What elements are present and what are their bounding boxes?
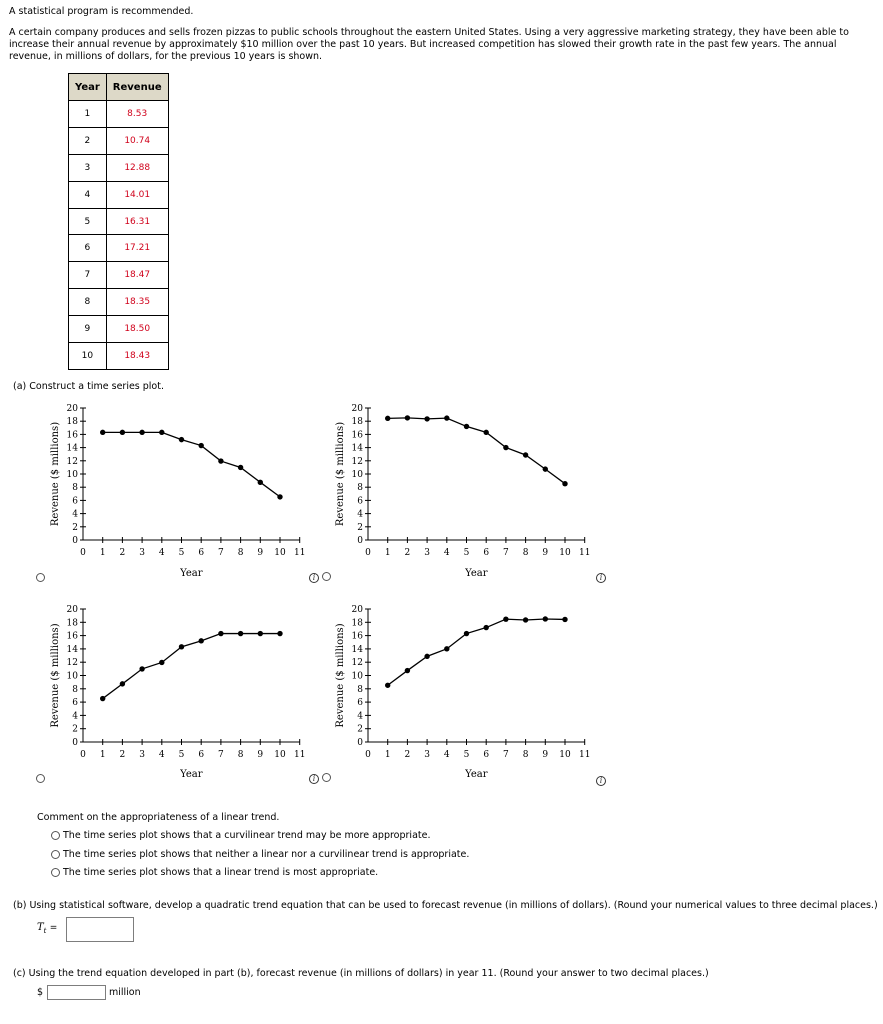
data-point	[385, 683, 390, 688]
x-tick-label: 1	[384, 548, 391, 558]
x-tick-label: 8	[522, 548, 529, 558]
currency-symbol: $	[37, 987, 44, 998]
x-tick-label: 0	[365, 750, 371, 760]
x-tick-label: 4	[443, 548, 450, 558]
x-tick-label: 3	[424, 548, 430, 558]
x-tick-label: 5	[463, 548, 470, 558]
y-tick-label: 10	[66, 671, 78, 682]
y-tick-label: 2	[72, 522, 78, 533]
x-tick-label: 3	[424, 750, 430, 760]
x-tick-label: 2	[404, 548, 411, 558]
y-tick-label: 6	[72, 496, 78, 507]
data-point	[562, 617, 567, 622]
data-point	[523, 617, 528, 622]
part-c-prompt: (c) Using the trend equation developed in part (b), forecast revenue (in millions of dollars) in year 11. (Round your answer to two decimal places.)	[13, 968, 709, 979]
y-tick-label: 18	[66, 417, 78, 428]
y-tick-label: 20	[351, 605, 363, 615]
y-tick-label: 2	[357, 724, 363, 735]
x-tick-label: 1	[99, 750, 106, 760]
comment-prompt: Comment on the appropriateness of a linear trend.	[37, 812, 280, 823]
comment-option-2-radio[interactable]	[51, 850, 60, 859]
x-tick-label: 7	[503, 750, 509, 760]
x-tick-label: 10	[559, 548, 571, 558]
year-cell: 7	[69, 262, 107, 289]
x-tick-label: 6	[198, 750, 205, 760]
x-tick-label: 2	[119, 750, 126, 760]
x-tick-label: 4	[443, 750, 450, 760]
y-tick-label: 6	[72, 698, 78, 709]
data-point	[503, 616, 508, 621]
x-tick-label: 6	[483, 548, 490, 558]
y-tick-label: 6	[357, 496, 363, 507]
y-tick-label: 8	[357, 684, 363, 695]
x-tick-label: 5	[178, 548, 185, 558]
y-tick-label: 4	[72, 509, 78, 520]
x-tick-label: 8	[237, 750, 244, 760]
x-tick-label: 7	[218, 750, 224, 760]
revenue-cell: 8.53	[106, 101, 168, 128]
y-tick-label: 18	[351, 417, 363, 428]
x-tick-label: 3	[139, 548, 145, 558]
revenue-cell: 18.35	[106, 289, 168, 316]
year-cell: 9	[69, 316, 107, 343]
y-tick-label: 8	[72, 684, 78, 695]
x-tick-label: 4	[158, 548, 165, 558]
x-tick-label: 11	[578, 750, 591, 760]
x-tick-label: 11	[293, 548, 306, 558]
y-tick-label: 12	[66, 456, 78, 467]
info-icon[interactable]: i	[309, 573, 319, 583]
part-a-prompt: (a) Construct a time series plot.	[13, 381, 164, 392]
x-axis-label: Year	[180, 568, 203, 579]
year-cell: 4	[69, 181, 107, 208]
y-axis-label: Revenue ($ millions)	[50, 421, 61, 527]
y-tick-label: 20	[66, 404, 78, 414]
y-tick-label: 10	[351, 671, 363, 682]
quadratic-equation-input[interactable]	[66, 917, 134, 942]
y-tick-label: 14	[351, 644, 363, 655]
y-tick-label: 12	[351, 456, 363, 467]
intro-text: A statistical program is recommended.	[9, 6, 194, 17]
x-axis-label: Year	[465, 568, 488, 579]
revenue-cell: 16.31	[106, 208, 168, 235]
x-tick-label: 0	[80, 548, 86, 558]
x-tick-label: 6	[483, 750, 490, 760]
y-tick-label: 2	[357, 522, 363, 533]
y-axis-label: Revenue ($ millions)	[335, 623, 346, 728]
y-tick-label: 12	[66, 658, 78, 669]
comment-option-2-label[interactable]: The time series plot shows that neither a linear nor a curvilinear trend is appropriate.	[63, 849, 470, 860]
x-tick-label: 11	[578, 548, 591, 558]
comment-option-3-label[interactable]: The time series plot shows that a linear trend is most appropriate.	[63, 867, 379, 878]
problem-text: A certain company produces and sells frozen pizzas to public schools throughout the eastern United States. Using a very aggressive marketing strategy, they have been able to increase their annual revenue by approximately $10 million over the past 10 years. But increased competition has slowed their growth rate in the past few years. The annual revenue, in millions of dollars, for the previous 10 years is shown.	[9, 27, 849, 62]
comment-option-3-radio[interactable]	[51, 868, 60, 877]
x-tick-label: 5	[463, 750, 470, 760]
revenue-cell: 10.74	[106, 127, 168, 154]
y-tick-label: 0	[72, 738, 78, 748]
year-cell: 10	[69, 343, 107, 370]
x-tick-label: 7	[218, 548, 224, 558]
forecast-input[interactable]	[47, 985, 106, 1000]
x-tick-label: 7	[503, 548, 509, 558]
y-tick-label: 10	[66, 470, 78, 480]
x-tick-label: 11	[293, 750, 306, 760]
y-tick-label: 14	[66, 644, 78, 655]
y-tick-label: 18	[66, 618, 78, 629]
y-tick-label: 14	[66, 443, 78, 454]
y-axis-label: Revenue ($ millions)	[335, 421, 346, 527]
y-tick-label: 16	[66, 430, 78, 441]
y-tick-label: 16	[351, 430, 363, 441]
revenue-cell: 18.47	[106, 262, 168, 289]
series-line	[388, 619, 565, 685]
info-icon[interactable]: i	[309, 774, 319, 784]
table-header-revenue: Revenue	[106, 74, 168, 101]
comment-option-1-label[interactable]: The time series plot shows that a curvilinear trend may be more appropriate.	[63, 830, 431, 841]
x-tick-label: 8	[522, 750, 529, 760]
y-tick-label: 0	[72, 536, 78, 546]
y-tick-label: 0	[357, 738, 363, 748]
y-tick-label: 14	[351, 443, 363, 454]
x-tick-label: 3	[139, 750, 145, 760]
info-icon[interactable]: i	[596, 573, 606, 583]
revenue-cell: 18.43	[106, 343, 168, 370]
x-tick-label: 6	[198, 548, 205, 558]
x-tick-label: 4	[158, 750, 165, 760]
y-tick-label: 4	[72, 711, 78, 722]
data-point	[484, 625, 489, 630]
x-tick-label: 10	[274, 548, 286, 558]
year-cell: 6	[69, 235, 107, 262]
part-b-prompt: (b) Using statistical software, develop a quadratic trend equation that can be used to forecast revenue (in millions of dollars). (Round your numerical values to three decimal places.)	[13, 900, 878, 911]
year-cell: 5	[69, 208, 107, 235]
x-tick-label: 9	[542, 750, 549, 760]
y-axis-label: Revenue ($ millions)	[50, 623, 61, 728]
y-tick-label: 12	[351, 658, 363, 669]
x-tick-label: 2	[404, 750, 411, 760]
data-point	[543, 616, 548, 621]
x-tick-label: 10	[274, 750, 286, 760]
x-tick-label: 5	[178, 750, 185, 760]
x-tick-label: 10	[559, 750, 571, 760]
year-cell: 8	[69, 289, 107, 316]
year-cell: 2	[69, 127, 107, 154]
x-tick-label: 2	[119, 548, 126, 558]
year-cell: 1	[69, 101, 107, 128]
y-tick-label: 10	[351, 470, 363, 480]
data-point	[444, 646, 449, 651]
revenue-cell: 14.01	[106, 181, 168, 208]
x-tick-label: 9	[257, 750, 264, 760]
x-axis-label: Year	[180, 769, 203, 780]
y-tick-label: 8	[357, 483, 363, 494]
y-tick-label: 4	[357, 711, 363, 722]
x-tick-label: 1	[384, 750, 391, 760]
x-axis-label: Year	[465, 769, 488, 780]
y-tick-label: 6	[357, 698, 363, 709]
y-tick-label: 0	[357, 536, 363, 546]
revenue-cell: 17.21	[106, 235, 168, 262]
y-tick-label: 4	[357, 509, 363, 520]
y-tick-label: 18	[351, 618, 363, 629]
data-point	[405, 668, 410, 673]
info-icon[interactable]: i	[596, 776, 606, 786]
y-tick-label: 2	[72, 724, 78, 735]
unit-label: million	[109, 987, 141, 998]
plot-option-4-radio[interactable]	[322, 773, 331, 782]
comment-option-1-radio[interactable]	[51, 831, 60, 840]
table-header-year: Year	[69, 74, 107, 101]
year-cell: 3	[69, 154, 107, 181]
x-tick-label: 9	[257, 548, 264, 558]
x-tick-label: 1	[99, 548, 106, 558]
x-tick-label: 0	[365, 548, 371, 558]
y-tick-label: 16	[351, 631, 363, 642]
data-point	[464, 631, 469, 636]
x-tick-label: 0	[80, 750, 86, 760]
y-tick-label: 8	[72, 483, 78, 494]
y-tick-label: 20	[66, 605, 78, 615]
trend-symbol: $T_t$ =	[37, 922, 58, 935]
y-tick-label: 20	[351, 404, 363, 414]
y-tick-label: 16	[66, 631, 78, 642]
data-point	[424, 654, 429, 659]
revenue-cell: 12.88	[106, 154, 168, 181]
x-tick-label: 9	[542, 548, 549, 558]
x-tick-label: 8	[237, 548, 244, 558]
revenue-cell: 18.50	[106, 316, 168, 343]
